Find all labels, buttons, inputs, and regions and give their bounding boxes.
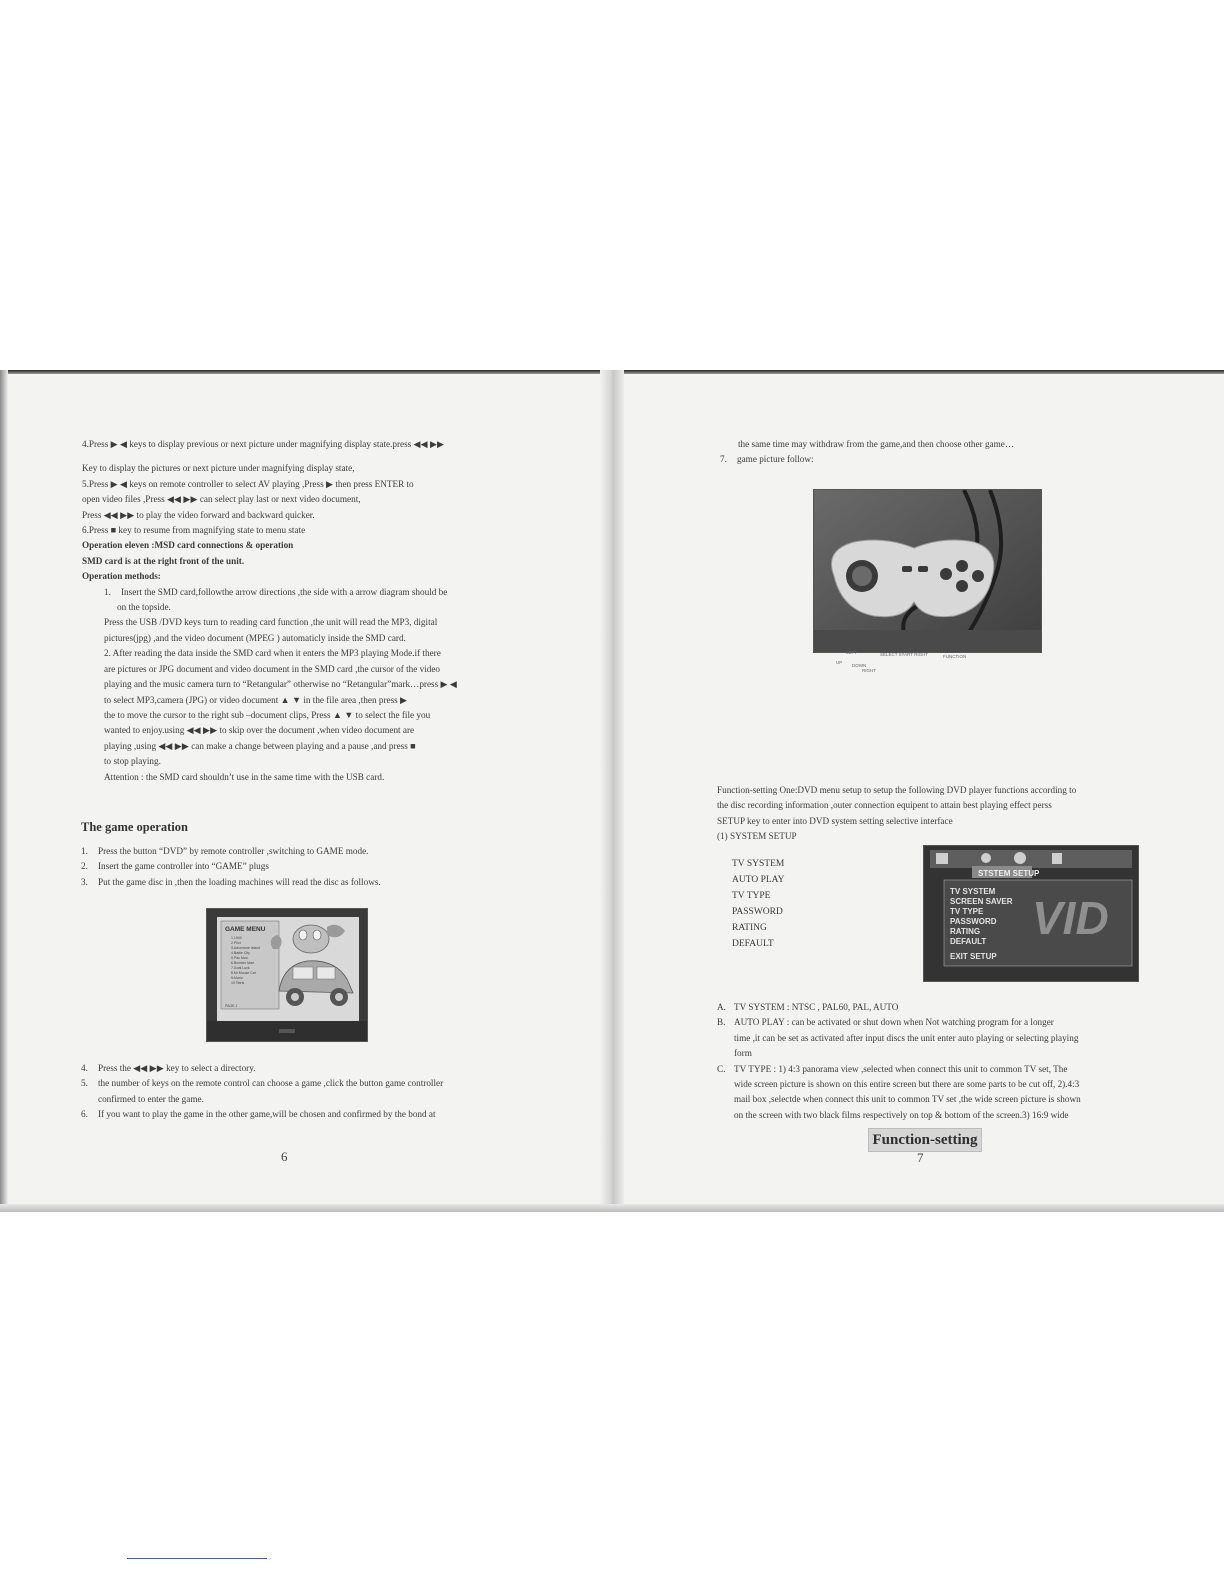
list-number: 2. [81, 861, 88, 872]
game-item: 3.Adventure Island [231, 946, 261, 950]
game-controller-photo [813, 489, 1042, 653]
function-setting-title: Function-setting [868, 1128, 982, 1152]
list-text: the number of keys on the remote control can choose a game ,click the button game controller [98, 1078, 444, 1089]
list-item [81, 1061, 521, 1076]
game-menu-page: PAGE 1 [225, 1004, 238, 1008]
game-menu-title: GAME MENU [225, 926, 266, 933]
list-item [81, 875, 521, 890]
description-a [717, 1000, 1131, 1015]
list-number: 4. [81, 1063, 88, 1073]
text-line: playing and the music camera turn to “Retangular” otherwise no “Retangular”mark…press ▶ ◀ [104, 679, 457, 690]
game-item: 1.1942 [231, 936, 242, 940]
text-line: the to move the cursor to the right sub –document clips, Press ▲ ▼ to select the file you [104, 709, 431, 720]
text-line: Key to display the pictures or next picture under magnifying display state, [82, 463, 355, 474]
osd-item: PASSWORD [950, 917, 997, 926]
game-item: 10.Tetris [231, 981, 245, 985]
methods-title: Operation methods: [82, 571, 161, 582]
step-7 [720, 452, 1020, 467]
game-controller-image [814, 490, 1041, 652]
desc-text: TV TYPE : 1) 4:3 panorama view ,selected when connect this unit to common TV set, The [734, 1063, 1068, 1074]
list-item [81, 1076, 521, 1091]
list-text: Press the button “DVD” by remote controller ,switching to GAME mode. [98, 846, 369, 856]
text-line: to select MP3,camera (JPG) or video document ▲ ▼ in the file area ,then press ▶ [104, 694, 408, 705]
game-item: 9.Mario [231, 976, 243, 980]
game-item: 8.Mr.Mouse Cat [231, 971, 256, 975]
game-item: 5.Pac Man [231, 956, 248, 960]
attention-note: Attention : the SMD card shouldn’t use in the same time with the USB card. [104, 771, 385, 782]
text-line: playing ,using ◀◀ ▶▶ can make a change between playing and a pause ,and press ■ [104, 740, 416, 751]
list-text: If you want to play the game in the other game,will be chosen and confirmed by the bond at [98, 1109, 436, 1120]
text-line: (1) SYSTEM SETUP [717, 831, 797, 842]
desc-text: on the screen with two black films respectively on top & bottom of the screen.3) 16:9 wide [734, 1109, 1069, 1120]
list-item [81, 844, 521, 859]
menu-item: RATING [732, 922, 767, 933]
game-steps-top [81, 844, 521, 890]
left-page-top-block [82, 437, 528, 785]
list-number: 1. [81, 846, 88, 856]
desc-text: mail box ,selectde when connect this unit to common TV set ,the wide screen picture is shown [734, 1094, 1081, 1105]
text-line: 5.Press ▶ ◀ keys on remote controller to select AV playing ,Press ▶ then press ENTER to [82, 478, 414, 489]
game-item: 7.Goal Luck [231, 966, 250, 970]
blue-rule [127, 1558, 267, 1559]
menu-item: DEFAULT [732, 938, 774, 949]
controller-label: RIGHT [862, 668, 876, 673]
osd-item: DEFAULT [950, 937, 987, 946]
osd-item: SCREEN SAVER [950, 897, 1013, 906]
list-item [81, 1092, 521, 1107]
game-item: 6.Bomber Man [231, 961, 254, 965]
page-number-left: 6 [281, 1149, 288, 1164]
game-menu-photo [206, 908, 368, 1042]
desc-text: wide screen picture is shown on this entire screen but there are some parts to be cut off, 2).4:3 [734, 1079, 1080, 1090]
desc-letter: B. [717, 1017, 726, 1028]
osd-item: TV SYSTEM [950, 887, 996, 896]
osd-header: STSTEM SETUP [978, 869, 1040, 878]
menu-item: PASSWORD [732, 906, 783, 917]
left-edge-shadow [0, 370, 8, 1212]
osd-exit: EXIT SETUP [950, 952, 997, 961]
desc-letter: C. [717, 1063, 726, 1074]
section-subtitle: Operation eleven :MSD card connections & operation [82, 540, 294, 551]
desc-text: time ,it can be set as activated after input discs the unit enter auto playing or selecting playing [734, 1032, 1079, 1043]
list-item [81, 1107, 521, 1122]
method-1 [82, 585, 528, 600]
desc-text: TV SYSTEM : NTSC , PAL60, PAL, AUTO [734, 1002, 899, 1012]
osd-watermark: VID [1032, 892, 1109, 944]
list-number: 7. [720, 454, 727, 464]
list-number: 6. [81, 1109, 88, 1120]
text-line: Press the USB /DVD keys turn to reading card function ,the unit will read the MP3, digital [104, 617, 438, 628]
osd-item: RATING [950, 927, 981, 936]
text-line: Press ◀◀ ▶▶ to play the video forward and backward quicker. [82, 509, 315, 520]
smd-location-note: SMD card is at the right front of the unit. [82, 555, 245, 566]
list-number: 1. [104, 586, 111, 597]
description-c [717, 1062, 1131, 1077]
function-descriptions [717, 1000, 1131, 1123]
text-line: 4.Press ▶ ◀ keys to display previous or next picture under magnifying display state.press ◀◀ ▶▶ [82, 439, 445, 449]
osd-item: TV TYPE [950, 907, 984, 916]
function-intro [717, 783, 1131, 845]
system-setup-menu-list [732, 857, 785, 952]
desc-text: form [734, 1048, 752, 1059]
page-number-right: 7 [917, 1150, 924, 1165]
list-text: Insert the game controller into “GAME” plugs [98, 861, 269, 872]
list-item [81, 859, 521, 874]
text-line: 6.Press ■ key to resume from magnifying state to menu state [82, 525, 306, 536]
controller-label: DOWN [852, 663, 867, 668]
text-line: open video files ,Press ◀◀ ▶▶ can select play last or next video document, [82, 494, 361, 505]
game-item: 2.Pilot [231, 941, 241, 945]
text-line: 2. After reading the data inside the SMD card when it enters the MP3 playing Mode.if there [104, 648, 441, 659]
menu-item: TV TYPE [732, 890, 771, 901]
list-text: Press the ◀◀ ▶▶ key to select a directory. [98, 1063, 256, 1073]
system-setup-osd-photo [923, 845, 1139, 982]
list-text: confirmed to enter the game. [98, 1093, 204, 1104]
list-text: Put the game disc in ,then the loading machines will read the disc as follows. [98, 876, 381, 887]
controller-label: FUNCTION [943, 654, 967, 659]
menu-item: AUTO PLAY [732, 874, 785, 885]
bottom-edge-shadow [0, 1204, 1224, 1212]
text-line: the disc recording information ,outer connection equipent to attain best playing effect perss [717, 800, 1052, 811]
list-text: game picture follow: [737, 454, 814, 464]
controller-label: UP [836, 660, 843, 665]
list-number: 3. [81, 876, 88, 887]
text-line: wanted to enjoy.using ◀◀ ▶▶ to skip over the document ,when video document are [104, 725, 415, 736]
controller-label: SELECT START RIGHT [880, 652, 929, 657]
text-line: to stop playing. [104, 756, 161, 767]
game-item: 4.Battle City [231, 951, 250, 955]
list-number [81, 1092, 98, 1107]
right-page-top-line: the same time may withdraw from the game,and then choose other game… [738, 439, 1015, 449]
osd-screen [924, 846, 1138, 981]
text-line: pictures(jpg) ,and the video document (MPEG ) automaticly inside the SMD card. [104, 632, 406, 643]
desc-text: AUTO PLAY : can be activated or shut down when Not watching program for a longer [734, 1017, 1054, 1028]
text-line: Function-setting One:DVD menu setup to setup the following DVD player functions according to [717, 785, 1077, 795]
game-steps-bottom [81, 1061, 521, 1123]
list-number: 5. [81, 1078, 88, 1089]
game-operation-heading: The game operation [81, 820, 188, 834]
text-line: SETUP key to enter into DVD system setting selective interface [717, 815, 953, 826]
text-line: on the topside. [117, 602, 171, 613]
text-line: are pictures or JPG document and video document in the SMD card ,the cursor of the video [104, 663, 441, 674]
description-b [717, 1015, 1131, 1030]
text-line: Insert the SMD card,followthe arrow directions ,the side with a arrow diagram should be [121, 586, 448, 597]
book-gutter [600, 370, 624, 1212]
controller-label: LEFT [846, 650, 858, 655]
game-menu-screen [207, 909, 367, 1041]
desc-letter: A. [717, 1002, 726, 1012]
menu-item: TV SYSTEM [732, 859, 785, 869]
